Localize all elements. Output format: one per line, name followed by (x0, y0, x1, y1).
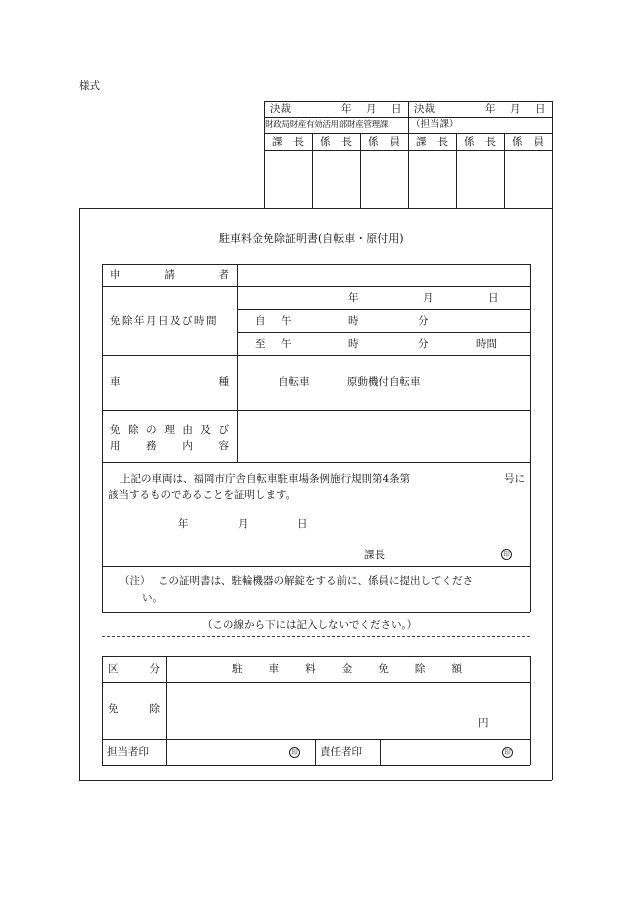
to-label: 至 (255, 338, 266, 350)
section-chief-label: 課長 (364, 549, 385, 561)
note-prefix: （注） (119, 575, 151, 587)
approval-right-month: 月 (510, 103, 521, 115)
amount-header: 駐 車 料 金 免 除 額 (232, 663, 462, 675)
category-label: 区 分 (108, 663, 160, 675)
manager-seal-icon: 印 (502, 747, 513, 758)
approval-role-left-1: 課 長 (272, 136, 304, 148)
approval-right-dept: （担当課） (411, 119, 459, 130)
approval-left-title: 決裁 (270, 103, 291, 115)
reason-label-line2: 用 務 内 容 (110, 440, 229, 452)
reason-label-line1: 免 除 の 理 由 及 び (110, 424, 229, 436)
exemption-amount-field[interactable] (169, 685, 469, 736)
vehicle-option-bicycle[interactable]: 自転車 (278, 376, 310, 388)
staff-seal-icon: 印 (289, 747, 300, 758)
from-hour: 時 (348, 315, 359, 327)
exemption-day: 日 (488, 292, 499, 304)
vehicle-type-label: 車 種 (110, 376, 229, 388)
to-am-label: 午 (281, 338, 292, 350)
sign-day: 日 (297, 518, 308, 530)
note-text-line1: この証明書は、駐輪機器の解錠をする前に、係員に提出してくださ (158, 575, 473, 587)
sign-month: 月 (238, 518, 249, 530)
cut-line-caption: （この線から下には記入しないでください。） (202, 619, 418, 631)
approval-role-right-2: 係 長 (464, 136, 496, 148)
approval-role-left-3: 係 員 (368, 136, 400, 148)
approval-right-title: 決裁 (414, 103, 435, 115)
applicant-field[interactable] (240, 267, 527, 284)
approval-left-year: 年 (341, 103, 352, 115)
approval-left-dept: 財政局財産有効活用部財産管理課 (265, 120, 388, 130)
exemption-label: 免 除 (108, 703, 160, 715)
note-text-line2: い。 (142, 592, 163, 604)
applicant-label: 申 請 者 (110, 269, 229, 281)
exemption-month: 月 (423, 292, 434, 304)
approval-left-day: 日 (391, 103, 402, 115)
from-label: 自 (255, 315, 266, 327)
sign-year: 年 (178, 518, 189, 530)
certification-text-line1-end: 号に (504, 473, 525, 485)
exemption-datetime-label: 免除年月日及び時間 (110, 315, 218, 327)
approval-left-month: 月 (366, 103, 377, 115)
duration-hours: 時間 (476, 338, 497, 350)
certification-text-line1: 上記の車両は、福岡市庁舎自転車駐車場条例施行規則第4条第 (120, 473, 411, 485)
yen-unit: 円 (478, 717, 489, 729)
approval-right-day: 日 (535, 103, 546, 115)
certification-text-line2: 該当するものであることを証明します。 (108, 489, 297, 501)
vehicle-option-moped[interactable]: 原動機付自転車 (347, 376, 421, 388)
section-chief-seal-icon: 印 (501, 549, 512, 560)
manager-seal-label: 責任者印 (320, 746, 362, 758)
form-style-label: 様式 (79, 80, 100, 92)
approval-role-right-3: 係 員 (512, 136, 544, 148)
cut-line (102, 636, 530, 637)
exemption-year: 年 (348, 292, 359, 304)
to-hour: 時 (348, 338, 359, 350)
from-minute: 分 (418, 315, 429, 327)
to-minute: 分 (418, 338, 429, 350)
approval-role-left-2: 係 長 (320, 136, 352, 148)
approval-right-year: 年 (485, 103, 496, 115)
form-title: 駐車料金免除証明書(自転車・原付用) (219, 232, 404, 245)
approval-role-right-1: 課 長 (416, 136, 448, 148)
staff-seal-label: 担当者印 (107, 746, 149, 758)
reason-field[interactable] (240, 413, 527, 459)
from-am-label: 午 (281, 315, 292, 327)
